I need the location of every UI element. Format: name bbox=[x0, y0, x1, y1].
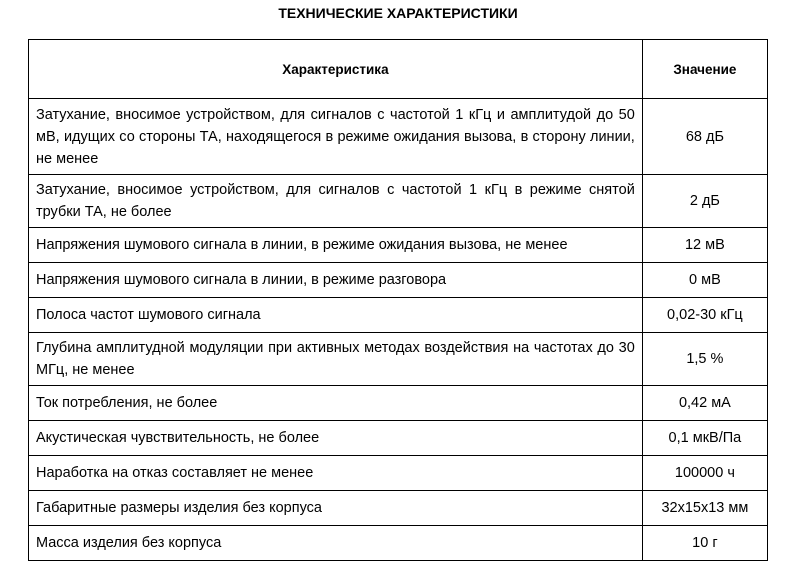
parameter-cell: Глубина амплитудной модуляции при активных методах воздействия на частотах до 30 МГц, не менее bbox=[29, 333, 643, 386]
table-row bbox=[29, 175, 768, 228]
parameter-cell: Масса изделия без корпуса bbox=[29, 526, 643, 561]
value-cell: 1,5 % bbox=[642, 333, 767, 386]
table-header-row bbox=[29, 40, 768, 99]
table-row bbox=[29, 333, 768, 386]
value-cell: 0,1 мкВ/Па bbox=[642, 421, 767, 456]
value-cell: 0 мВ bbox=[642, 263, 767, 298]
value-cell: 0,02-30 кГц bbox=[642, 298, 767, 333]
value-cell: 2 дБ bbox=[642, 175, 767, 228]
table-row bbox=[29, 526, 768, 561]
value-cell: 0,42 мА bbox=[642, 386, 767, 421]
value-cell: 32х15х13 мм bbox=[642, 491, 767, 526]
parameter-cell: Акустическая чувствительность, не более bbox=[29, 421, 643, 456]
specifications-table bbox=[28, 39, 768, 561]
table-row bbox=[29, 491, 768, 526]
value-cell: 68 дБ bbox=[642, 99, 767, 175]
table-row bbox=[29, 386, 768, 421]
parameter-cell: Наработка на отказ составляет не менее bbox=[29, 456, 643, 491]
parameter-cell: Напряжения шумового сигнала в линии, в режиме ожидания вызова, не менее bbox=[29, 228, 643, 263]
value-cell: 12 мВ bbox=[642, 228, 767, 263]
parameter-cell: Затухание, вносимое устройством, для сигналов с частотой 1 кГц и амплитудой до 50 мВ, идущих со стороны ТА, находящегося в режиме ожидания вызова, в сторону линии, не менее bbox=[29, 99, 643, 175]
parameter-cell: Габаритные размеры изделия без корпуса bbox=[29, 491, 643, 526]
value-cell: 100000 ч bbox=[642, 456, 767, 491]
parameter-cell: Ток потребления, не более bbox=[29, 386, 643, 421]
column-header-value: Значение bbox=[642, 40, 767, 99]
parameter-cell: Полоса частот шумового сигнала bbox=[29, 298, 643, 333]
table-row bbox=[29, 298, 768, 333]
column-header-parameter: Характеристика bbox=[29, 40, 643, 99]
table-row bbox=[29, 456, 768, 491]
table-row bbox=[29, 263, 768, 298]
table-row bbox=[29, 99, 768, 175]
table-row bbox=[29, 421, 768, 456]
page-title: ТЕХНИЧЕСКИЕ ХАРАКТЕРИСТИКИ bbox=[278, 5, 518, 21]
parameter-cell: Напряжения шумового сигнала в линии, в режиме разговора bbox=[29, 263, 643, 298]
value-cell: 10 г bbox=[642, 526, 767, 561]
parameter-cell: Затухание, вносимое устройством, для сигналов с частотой 1 кГц в режиме снятой трубки ТА, не более bbox=[29, 175, 643, 228]
table-row bbox=[29, 228, 768, 263]
